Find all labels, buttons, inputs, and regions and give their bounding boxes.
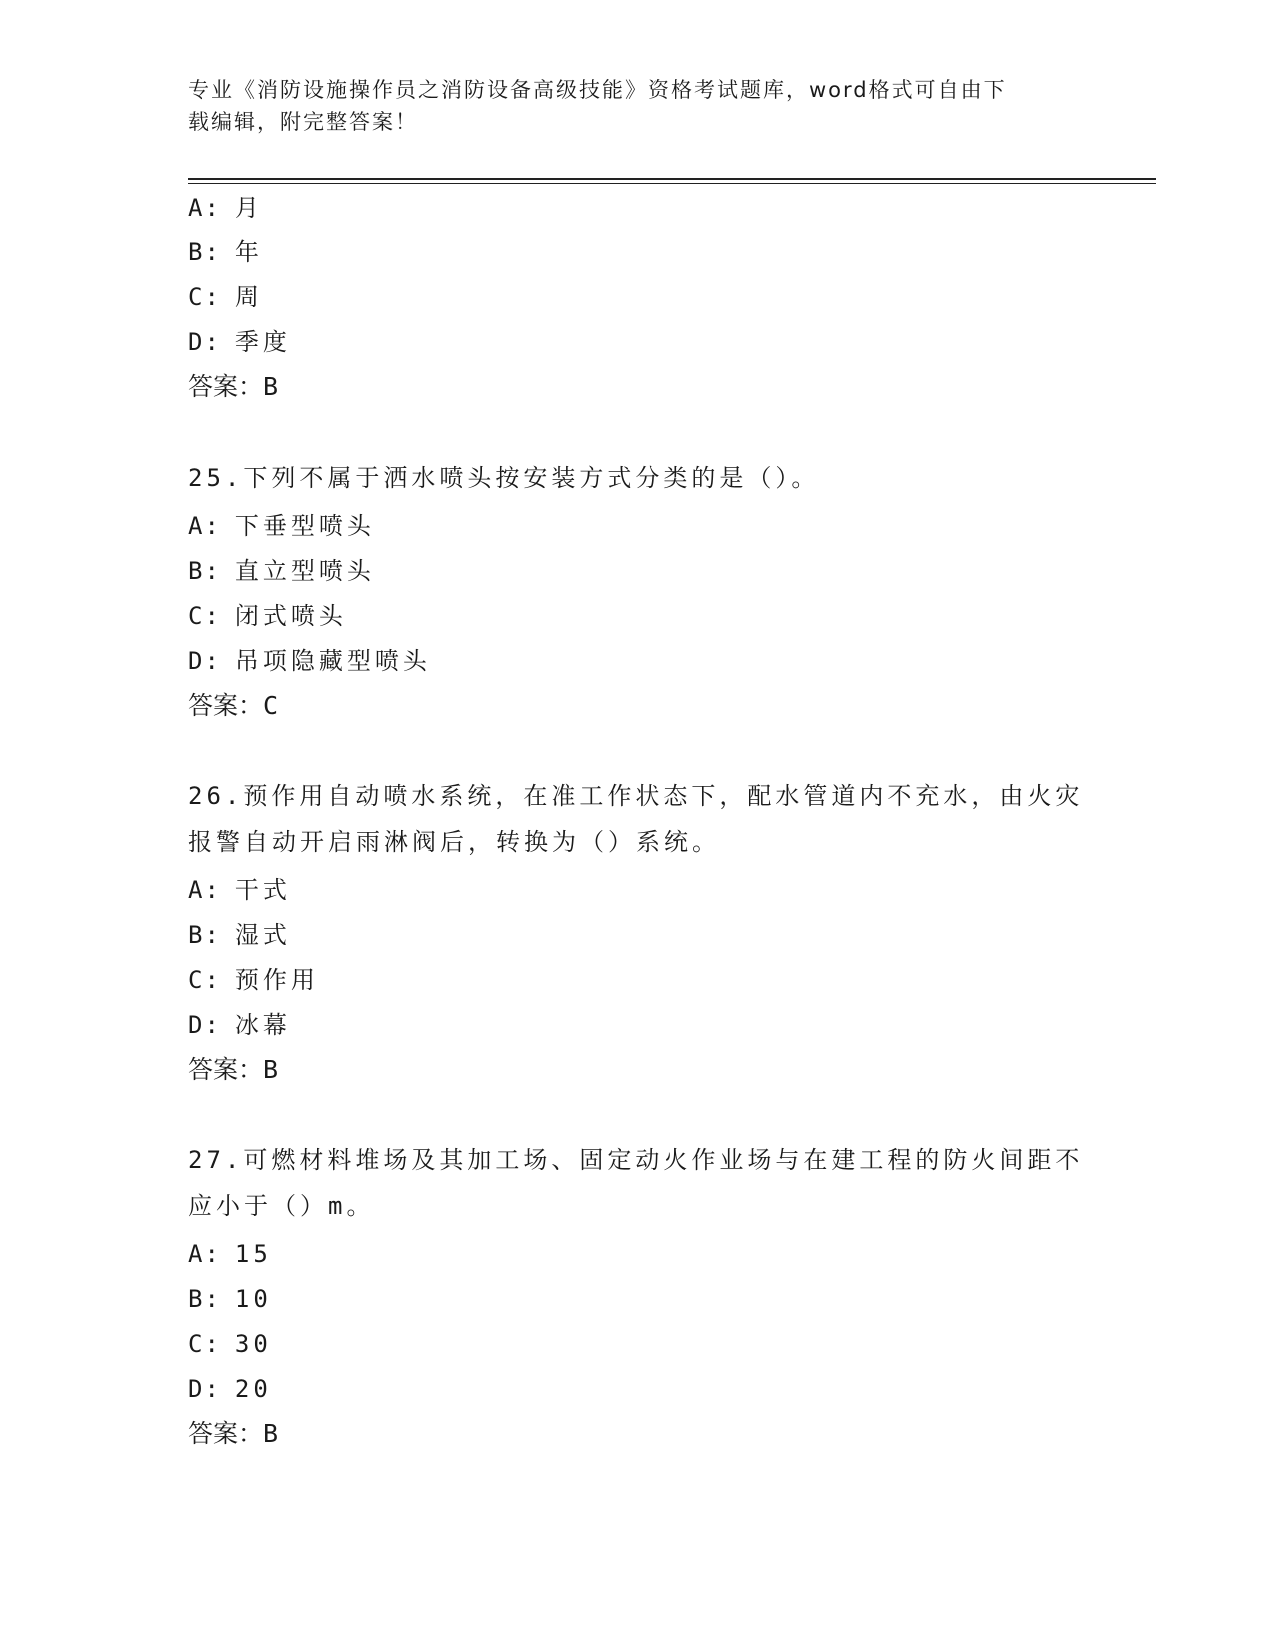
option-b: B: 年 [188, 238, 263, 266]
q26-option-d: D: 冰幕 [188, 1011, 291, 1039]
q25-option-b: B: 直立型喷头 [188, 557, 375, 585]
q27-answer: 答案：B [188, 1419, 279, 1448]
q25-option-a: A: 下垂型喷头 [188, 512, 375, 540]
question-25-stem: 25.下列不属于洒水喷头按安装方式分类的是（）。 [188, 464, 820, 492]
document-header [188, 74, 1068, 138]
q27-option-d: D: 20 [188, 1375, 272, 1403]
question-26-stem: 26.预作用自动喷水系统，在准工作状态下，配水管道内不充水，由火灾报警自动开启雨淋阀后，转换为（）系统。 [188, 782, 1084, 856]
question-27-stem: 27.可燃材料堆场及其加工场、固定动火作业场与在建工程的防火间距不应小于（）m。 [188, 1146, 1084, 1220]
answer-line: 答案：B [188, 372, 279, 401]
q27-option-a: A: 15 [188, 1240, 272, 1268]
q27-option-c: C: 30 [188, 1330, 272, 1358]
q26-option-a: A: 干式 [188, 876, 291, 904]
option-d: D: 季度 [188, 328, 291, 356]
header-rule-thick [188, 178, 1156, 180]
header-line-2: 载编辑，附完整答案！ [188, 110, 418, 134]
header-rule-thin [188, 183, 1156, 184]
q26-answer: 答案：B [188, 1055, 279, 1084]
q27-option-b: B: 10 [188, 1285, 272, 1313]
q25-answer: 答案：C [188, 691, 279, 720]
option-c: C: 周 [188, 283, 263, 311]
q26-option-b: B: 湿式 [188, 921, 291, 949]
option-a: A: 月 [188, 194, 263, 222]
q25-option-d: D: 吊项隐藏型喷头 [188, 647, 431, 675]
q25-option-c: C: 闭式喷头 [188, 602, 347, 630]
header-line-1: 专业《消防设施操作员之消防设备高级技能》资格考试题库，word格式可自由下 [188, 78, 1007, 102]
q26-option-c: C: 预作用 [188, 966, 319, 994]
